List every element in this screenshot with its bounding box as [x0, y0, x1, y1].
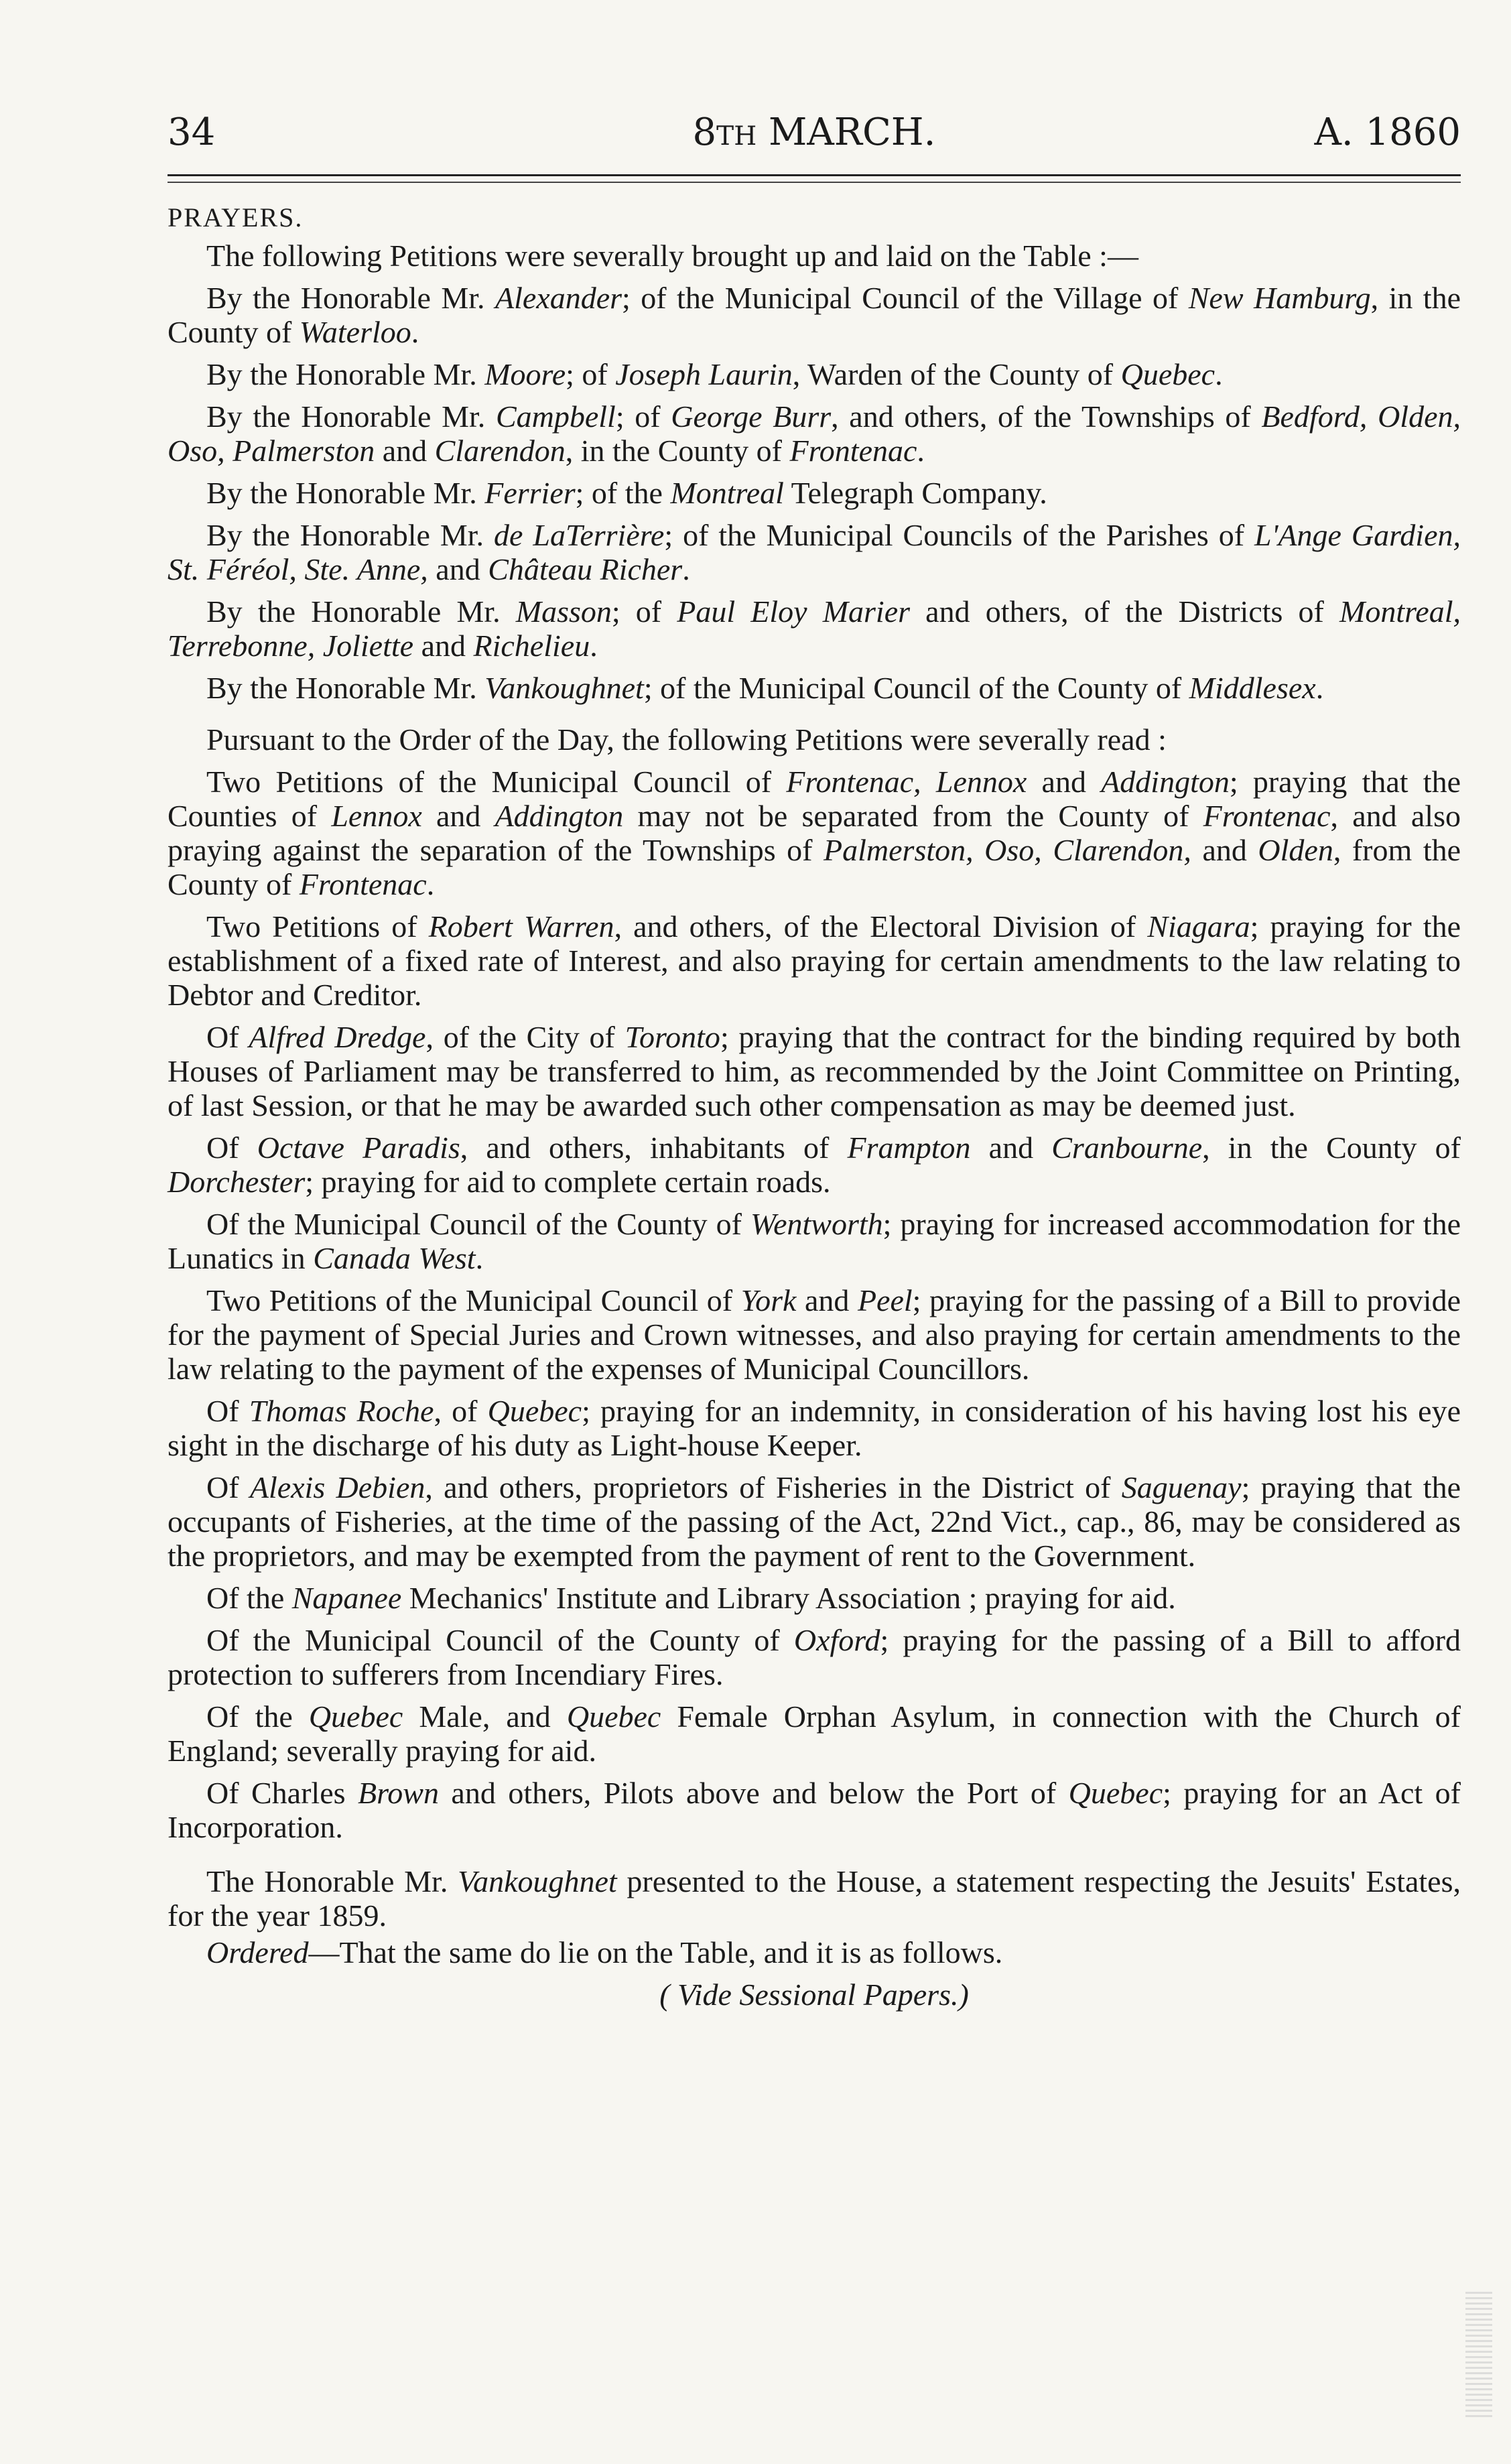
section-heading: PRAYERS.	[168, 202, 304, 233]
petition-presented: By the Honorable Mr. Campbell; of George Burr, and others, of the Townships of Bedford, Olden, Oso, Palmerston and Clarendon, in the County of Frontenac.	[168, 399, 1461, 468]
pursuant-statement: Pursuant to the Order of the Day, the following Petitions were severally read :	[206, 722, 1167, 757]
petition-presented: By the Honorable Mr. Moore; of Joseph Laurin, Warden of the County of Quebec.	[206, 357, 1223, 391]
page-number: 34	[168, 111, 216, 154]
petition-read: Of Charles Brown and others, Pilots above and below the Port of Quebec; praying for an Act of Incorporation.	[168, 1776, 1461, 1844]
page-body	[168, 200, 1461, 2012]
petition-read: Two Petitions of Robert Warren, and others, of the Electoral Division of Niagara; praying for the establishment of a fixed rate of Interest, and also praying for certain amendments to the law relating to Debtor and Creditor.	[168, 909, 1461, 1012]
petitions-intro: The following Petitions were severally brought up and laid on the Table :—	[206, 239, 1138, 273]
header-rule	[168, 174, 1461, 176]
journal-page	[168, 101, 1461, 2020]
petition-read: Of Octave Paradis, and others, inhabitants of Frampton and Cranbourne, in the County of Dorchester; praying for aid to complete certain roads.	[168, 1130, 1461, 1199]
header-rule-secondary	[168, 182, 1461, 183]
petition-presented: By the Honorable Mr. Masson; of Paul Eloy Marier and others, of the Districts of Montreal, Terrebonne, Joliette and Richelieu.	[168, 594, 1461, 663]
jesuits-estates-statement: The Honorable Mr. Vankoughnet presented to the House, a statement respecting the Jesuits' Estates, for the year 1859.	[168, 1864, 1461, 1933]
page-date: 8th MARCH.	[692, 111, 936, 154]
petition-read: Of Thomas Roche, of Quebec; praying for an indemnity, in consideration of his having lost his eye sight in the discharge of his duty as Light-house Keeper.	[168, 1394, 1461, 1462]
petition-presented: By the Honorable Mr. Ferrier; of the Montreal Telegraph Company.	[206, 476, 1047, 510]
petition-read: Two Petitions of the Municipal Council of Frontenac, Lennox and Addington; praying that the Counties of Lennox and Addington may not be separated from the County of Frontenac, and also praying against the separation of the Townships of Palmerston, Oso, Clarendon, and Olden, from the County of Frontenac.	[168, 765, 1461, 901]
petition-presented: By the Honorable Mr. de LaTerrière; of the Municipal Councils of the Parishes of L'Ange Gardien, St. Féréol, Ste. Anne, and Château Richer.	[168, 518, 1461, 586]
petition-read: Of the Municipal Council of the County of Wentworth; praying for increased accommodation for the Lunatics in Canada West.	[168, 1207, 1461, 1275]
petition-read: Of the Quebec Male, and Quebec Female Orphan Asylum, in connection with the Church of England; severally praying for aid.	[168, 1699, 1461, 1768]
page-header	[168, 101, 1461, 165]
petition-read: Of Alexis Debien, and others, proprietors of Fisheries in the District of Saguenay; praying that the occupants of Fisheries, at the time of the passing of the Act, 22nd Vict., cap., 86, may be considered as the proprietors, and may be exempted from the payment of rent to the Government.	[168, 1470, 1461, 1573]
petition-presented: By the Honorable Mr. Vankoughnet; of the Municipal Council of the County of Middlesex.	[206, 671, 1324, 705]
page-year: A. 1860	[1314, 111, 1461, 154]
petition-read: Of the Municipal Council of the County of Oxford; praying for the passing of a Bill to afford protection to sufferers from Incendiary Fires.	[168, 1623, 1461, 1691]
margin-stamp-mark	[1465, 2290, 1492, 2417]
petition-presented: By the Honorable Mr. Alexander; of the Municipal Council of the Village of New Hamburg, in the County of Waterloo.	[168, 281, 1461, 349]
vide-sessional-papers: ( Vide Sessional Papers.)	[659, 1977, 969, 2012]
petition-read: Two Petitions of the Municipal Council of York and Peel; praying for the passing of a Bill to provide for the payment of Special Juries and Crown witnesses, and also praying for certain amendments to the law relating to the payment of the expenses of Municipal Councillors.	[168, 1283, 1461, 1386]
petition-read: Of Alfred Dredge, of the City of Toronto; praying that the contract for the binding required by both Houses of Parliament may be transferred to him, as recommended by the Joint Committee on Printing, of last Session, or that he may be awarded such other compensation as may be deemed just.	[168, 1020, 1461, 1122]
ordered-line: Ordered—That the same do lie on the Table, and it is as follows.	[206, 1935, 1003, 1969]
petition-read: Of the Napanee Mechanics' Institute and Library Association ; praying for aid.	[206, 1581, 1176, 1615]
